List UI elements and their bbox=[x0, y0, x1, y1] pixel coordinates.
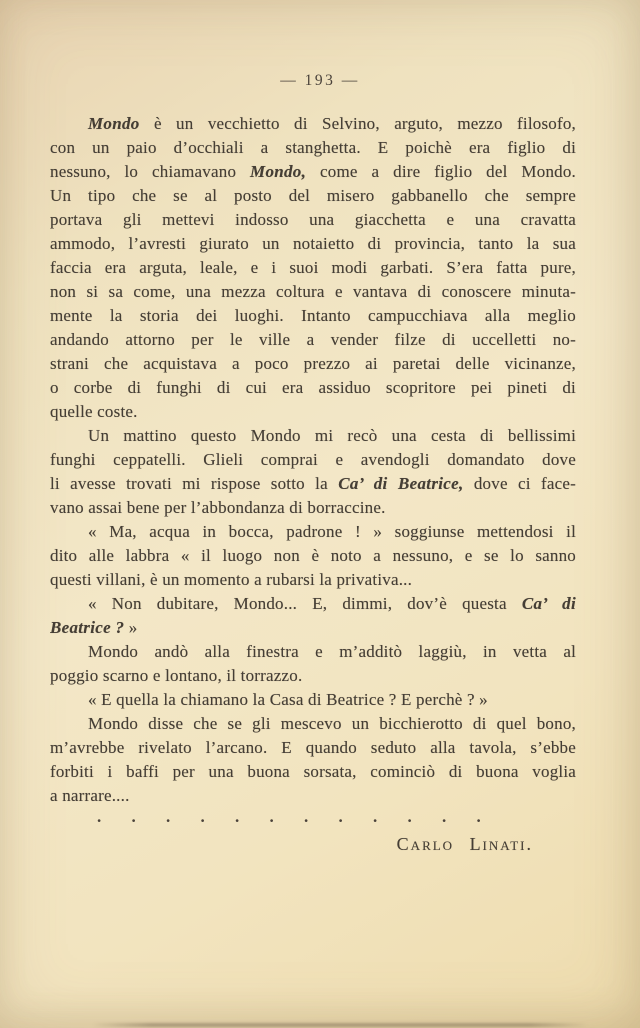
text-segment: faccia era arguta, leale, e i suoi modi garbati. S’era fatta pure, bbox=[50, 258, 576, 277]
text-line bbox=[50, 256, 576, 280]
text-line bbox=[50, 640, 576, 664]
text-segment: » bbox=[124, 618, 138, 637]
text-segment: con un paio d’occhiali a stanghetta. E poichè era figlio di bbox=[50, 138, 576, 157]
text-segment: strani che acquistava a poco prezzo ai paretai delle vicinanze, bbox=[50, 354, 576, 373]
text-line bbox=[50, 160, 576, 184]
text-segment: li avesse trovati mi rispose sotto la bbox=[50, 474, 339, 493]
text-segment: forbiti i baffi per una buona sorsata, cominciò di buona voglia bbox=[50, 762, 576, 781]
text-line bbox=[50, 736, 576, 760]
scan-edge-shadow bbox=[92, 1023, 588, 1027]
text-line bbox=[50, 352, 576, 376]
italic-text-segment: Ca’ di bbox=[521, 594, 576, 613]
text-line bbox=[50, 208, 576, 232]
text-line bbox=[50, 112, 576, 136]
text-line bbox=[50, 232, 576, 256]
text-segment: nessuno, lo chiamavano bbox=[50, 162, 251, 181]
text-segment: vano assai bene per l’abbondanza di borraccine. bbox=[50, 498, 386, 517]
text-segment: Mondo andò alla finestra e m’additò laggiù, in vetta al bbox=[88, 642, 576, 661]
text-line bbox=[50, 304, 576, 328]
text-segment: poggio scarno e lontano, il torrazzo. bbox=[50, 666, 303, 685]
text-segment: quelle coste. bbox=[50, 402, 138, 421]
text-segment: dove ci face- bbox=[463, 474, 576, 493]
italic-text-segment: Ca’ di Beatrice, bbox=[338, 474, 464, 493]
text-segment: o corbe di funghi di cui era assiduo scopritore pei pineti di bbox=[50, 378, 576, 397]
text-line bbox=[50, 328, 576, 352]
text-line bbox=[50, 376, 576, 400]
text-line bbox=[50, 184, 576, 208]
text-line bbox=[50, 664, 576, 688]
text-segment: Un tipo che se al posto del misero gabbanello che sempre bbox=[50, 186, 576, 205]
text-line bbox=[50, 400, 576, 424]
text-segment: dito alle labbra « il luogo non è noto a nessuno, e se lo sanno bbox=[50, 546, 576, 565]
text-segment: Un mattino questo Mondo mi recò una cesta di bellissimi bbox=[88, 426, 576, 445]
text-line bbox=[50, 280, 576, 304]
text-segment: come a dire figlio del Mondo. bbox=[306, 162, 576, 181]
text-segment: portava gli mettevi indosso una giacchetta e una cravatta bbox=[50, 210, 576, 229]
text-line bbox=[50, 472, 576, 496]
text-line bbox=[50, 520, 576, 544]
page-body bbox=[50, 112, 576, 808]
text-line bbox=[50, 568, 576, 592]
text-segment: a narrare.... bbox=[50, 786, 130, 805]
text-segment: non si sa come, una mezza coltura e vantava di conoscere minuta- bbox=[50, 282, 576, 301]
text-segment: mente la storia dei luoghi. Intanto campucchiava alla meglio bbox=[50, 306, 576, 325]
text-segment: « Non dubitare, Mondo... E, dimmi, dov’è questa bbox=[88, 594, 522, 613]
italic-text-segment: Mondo bbox=[88, 114, 140, 133]
text-line bbox=[50, 784, 576, 808]
text-segment: questi villani, è un momento a rubarsi la privativa... bbox=[50, 570, 413, 589]
text-line bbox=[50, 616, 576, 640]
author-signature: Carlo Linati. bbox=[396, 834, 533, 854]
text-line bbox=[50, 760, 576, 784]
text-segment: andando attorno per le ville a vender filze di uccelletti no- bbox=[50, 330, 576, 349]
text-line bbox=[50, 688, 576, 712]
text-segment: ammodo, l’avresti giurato un notaietto di provincia, tanto la sua bbox=[50, 234, 576, 253]
page-number: — 193 — bbox=[280, 72, 360, 89]
text-line bbox=[50, 448, 576, 472]
text-line bbox=[50, 496, 576, 520]
italic-text-segment: Mondo, bbox=[250, 162, 307, 181]
text-segment: è un vecchietto di Selvino, arguto, mezzo filosofo, bbox=[139, 114, 576, 133]
text-line bbox=[50, 592, 576, 616]
text-line bbox=[50, 544, 576, 568]
text-segment: « Ma, acqua in bocca, padrone ! » soggiunse mettendosi il bbox=[88, 522, 576, 541]
text-segment: Mondo disse che se gli mescevo un bicchierotto di quel bono, bbox=[88, 714, 576, 733]
italic-text-segment: Beatrice ? bbox=[50, 618, 125, 637]
text-segment: « E quella la chiamano la Casa di Beatrice ? E perchè ? » bbox=[88, 690, 488, 709]
text-line bbox=[50, 712, 576, 736]
text-segment: funghi ceppatelli. Glieli comprai e avendogli domandato dove bbox=[50, 450, 576, 469]
text-line bbox=[50, 424, 576, 448]
text-line bbox=[50, 136, 576, 160]
ellipsis-divider: . . . . . . . . . . . . bbox=[97, 807, 481, 826]
text-segment: m’avrebbe rivelato l’arcano. E quando seduto alla tavola, s’ebbe bbox=[50, 738, 576, 757]
